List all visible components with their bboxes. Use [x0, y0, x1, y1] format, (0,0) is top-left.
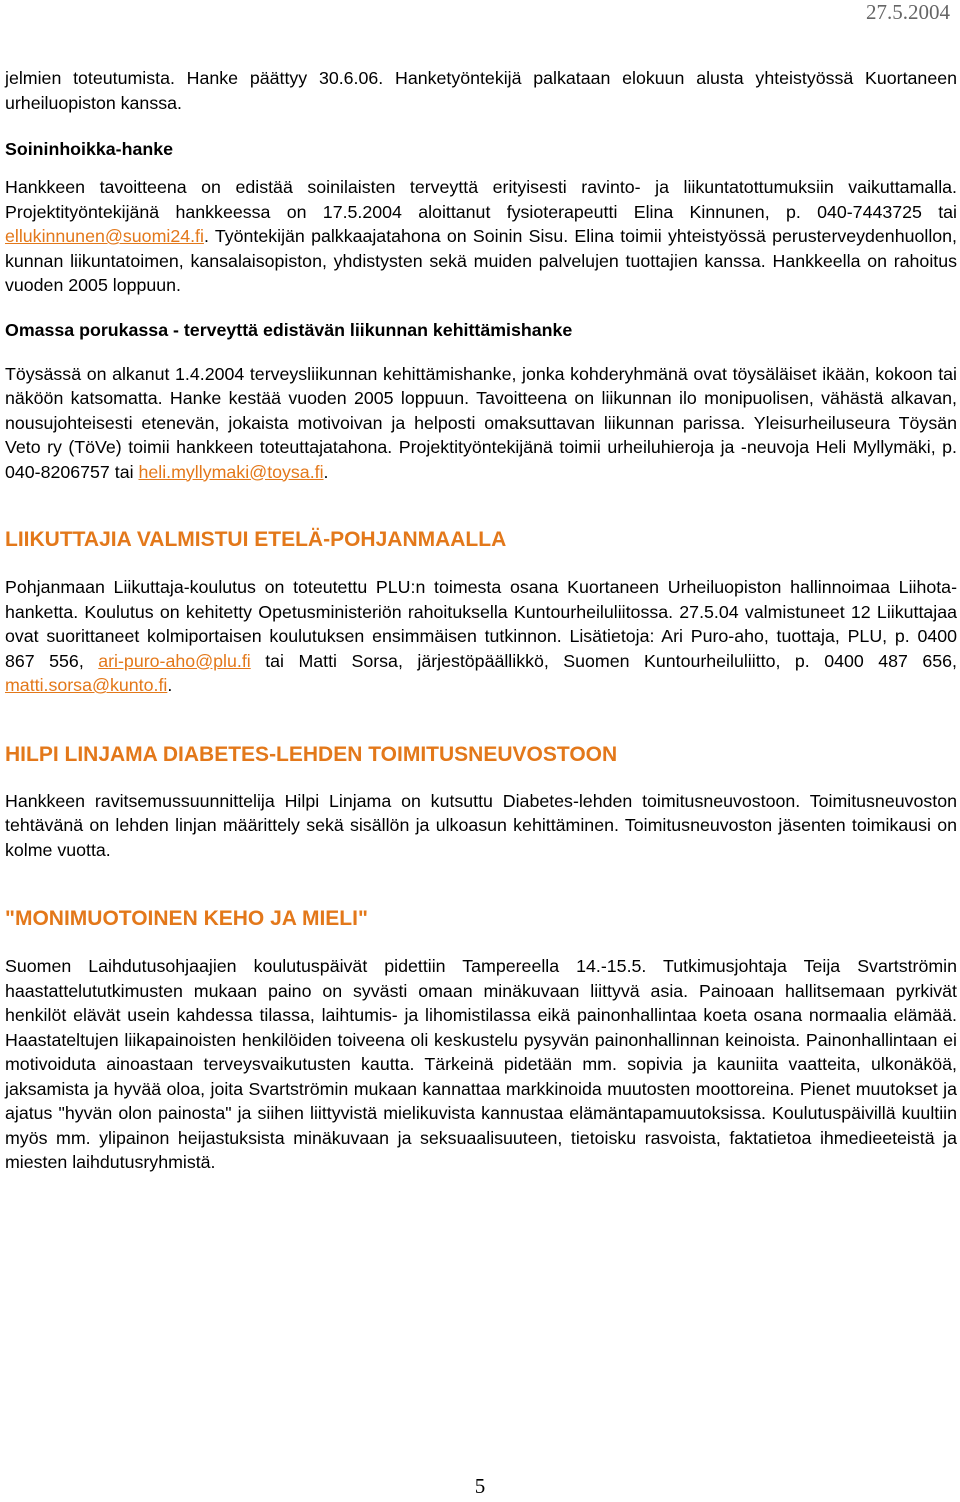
liikuttajia-paragraph [5, 575, 957, 698]
liikuttajia-title: LIIKUTTAJIA VALMISTUI ETELÄ-POHJANMAALLA [5, 528, 507, 551]
hilpi-title: HILPI LINJAMA DIABETES-LEHDEN TOIMITUSNEUVOSTOON [5, 742, 618, 766]
intro-paragraph: jelmien toteutumista. Hanke päättyy 30.6.06. Hanketyöntekijä palkataan elokuun alusta yhteistyössä Kuortaneen urheiluopiston kanssa. [5, 68, 957, 113]
soininhoikka-paragraph [5, 175, 957, 298]
document-body [5, 66, 957, 1175]
monimuotoinen-paragraph: Suomen Laihdutusohjaajien koulutuspäivät pidettiin Tampereella 14.-15.5. Tutkimusjohtaja Teija Svartströmin haastattelututkimusten mukaan paino on syvästi omaan minäkuvaan liittyvä asia. Painoaan hallitsemaan pyrkivät henkilöt elävät usein kahdessa tilassa, laihtumis- ja lihomistilassa eikä painonhallintaa koeta osana normaalia elämää. Haastateltujen liikapainoisten henkilöiden toiveena oli keskustelu pysyvän painonhallinnan keinoista. Painonhallintaan ei motivoiduta ainoastaan terveysvaikutusten kautta. Tärkeinä pidetään mm. sopivia ja kauniita vaatteita, ulkonäköä, jaksamista ja hyvää oloa, joita Svartströmin mukaan kannattaa markkinoida muutosten moottoreina. Pienet muutokset ja ajatus "hyvän olon painosta" ja siihen liittyvistä mielikuvista kannustaa elämäntapamuutoksissa. Koulutuspäivillä kuultiin myös mm. ylipainon heijastuksista minäkuvaan ja seksuaalisuuteen, tietoisku rasvoista, faktatietoa ihmedieeteistä ja miesten laihdutusryhmistä. [5, 956, 957, 1172]
omassa-heading: Omassa porukassa - terveyttä edistävän liikunnan kehittämishanke [5, 319, 573, 340]
page-header-date: 27.5.2004 [866, 0, 950, 24]
email-link-heli[interactable]: heli.myllymaki@toysa.fi [138, 461, 324, 482]
page-number: 5 [474, 1474, 486, 1498]
soininhoikka-text-2: . Työntekijän palkkaajatahona on Soinin Sisu. Elina toimii yhteistyössä perusterveydenhuollon, kunnan liikuntatoimen, kansalaisopiston, yhdistysten sekä muiden palvelujen tuottajien kanssa. Hankkeella on rahoitus vuoden 2005 loppuun. [5, 226, 957, 295]
monimuotoinen-title: "MONIMUOTOINEN KEHO JA MIELI" [5, 907, 368, 930]
omassa-text-2: . [323, 461, 329, 482]
email-link-ellukinnunen[interactable]: ellukinnunen@suomi24.fi [5, 226, 204, 246]
soininhoikka-heading: Soininhoikka-hanke [5, 139, 173, 159]
omassa-paragraph [5, 362, 957, 485]
email-link-ari[interactable]: ari-puro-aho@plu.fi [98, 650, 251, 671]
liikuttajia-text-1: Pohjanmaan Liikuttaja-koulutus on toteutettu PLU:n toimesta osana Kuortaneen Urheiluopiston hallinnoimaa Liihota-hanketta. Koulutus on kehitetty Opetusministeriön rahoituksella Kuntourheiluliitossa. 27.5.04 valmistuneet 12 Liikuttajaa ovat suorittaneet kolmiportaisen koulutuksen ensimmäisen tutkinnon. Lisätietoja: Ari Puro-aho, tuottaja, PLU, p. 0400 867 556, [5, 577, 957, 671]
soininhoikka-text-1: Hankkeen tavoitteena on edistää soinilaisten terveyttä erityisesti ravinto- ja liikuntatottumuksiin vaikuttamalla. Projektityöntekijänä hankkeessa on 17.5.2004 aloittanut fysioterapeutti Elina Kinnunen, p. 040-7443725 tai [5, 177, 957, 222]
liikuttajia-text-3: . [167, 675, 173, 695]
liikuttajia-text-2: tai Matti Sorsa, järjestöpäällikkö, Suomen Kuntourheiluliitto, p. 0400 487 656, [250, 650, 957, 671]
email-link-matti[interactable]: matti.sorsa@kunto.fi [5, 675, 168, 695]
hilpi-paragraph: Hankkeen ravitsemussuunnittelija Hilpi Linjama on kutsuttu Diabetes-lehden toimitusneuvostoon. Toimitusneuvoston tehtävänä on lehden linjan määrittely sekä sisällön ja ulkoasun kehittäminen. Toimitusneuvoston jäsenten toimikausi on kolme vuotta. [5, 790, 957, 860]
omassa-text-1: Töysässä on alkanut 1.4.2004 terveysliikunnan kehittämishanke, jonka kohderyhmänä ovat töysäläiset ikään, kokoon tai näköön katsomatta. Hanke kestää vuoden 2005 loppuun. Tavoitteena on liikunnan ilo monipuolisen, vähästä alkavan, nousujohteisesti etenevän, jokaista motivoivan ja helposti omaksuttavan liikunnan parissa. Yleisurheiluseura Töysän Veto ry (TöVe) toimii hankkeen toteuttajatahona. Projektityöntekijänä toimii urheiluhieroja ja -neuvoja Heli Myllymäki, p. 040-8206757 tai [5, 363, 957, 482]
